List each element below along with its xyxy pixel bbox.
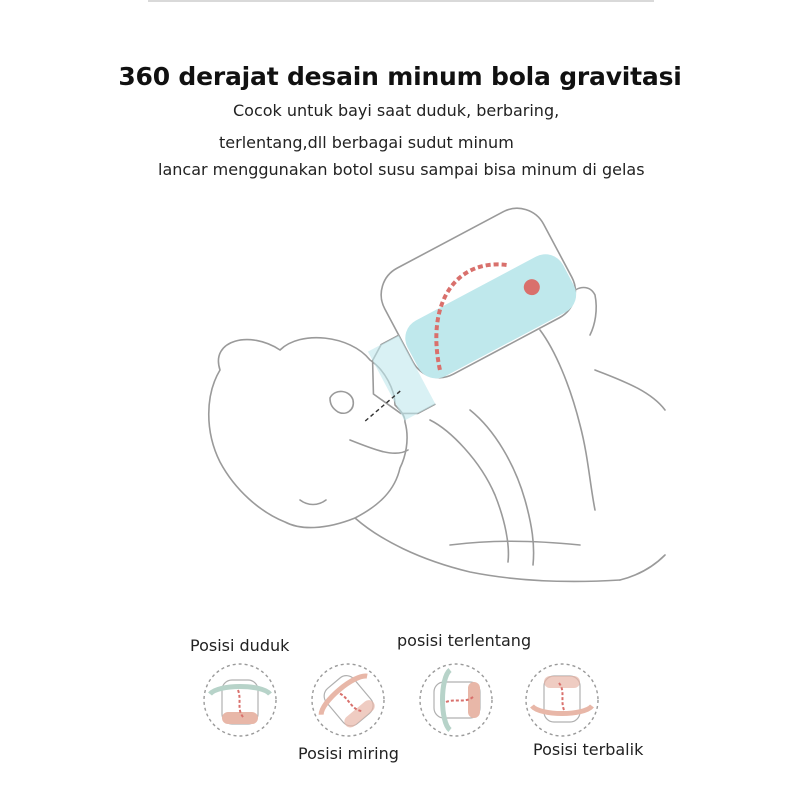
bottle-tilted-icon bbox=[308, 660, 388, 740]
headline: 360 derajat desain minum bola gravitasi bbox=[118, 62, 682, 91]
baby-body-outline bbox=[355, 518, 620, 581]
baby-drinking-illustration bbox=[150, 200, 670, 620]
label-posisi-terbalik: Posisi terbalik bbox=[533, 740, 644, 759]
baby-eye bbox=[300, 500, 326, 505]
description-line-3: lancar menggunakan botol susu sampai bisa minum di gelas bbox=[158, 160, 645, 179]
label-posisi-duduk: Posisi duduk bbox=[190, 636, 290, 655]
bottle-lying-icon bbox=[416, 660, 496, 740]
baby-arm bbox=[430, 420, 508, 562]
description-line-2: terlentang,dll berbagai sudut minum bbox=[219, 133, 514, 152]
description-line-1: Cocok untuk bayi saat duduk, berbaring, bbox=[233, 101, 560, 120]
top-divider bbox=[148, 0, 654, 2]
bottle-sitting-icon bbox=[200, 660, 280, 740]
baby-ear bbox=[330, 391, 353, 413]
label-posisi-terlentang: posisi terlentang bbox=[397, 631, 532, 650]
bottle-upside-down-icon bbox=[522, 660, 602, 740]
bottle bbox=[309, 200, 595, 437]
label-posisi-miring: Posisi miring bbox=[298, 744, 399, 763]
